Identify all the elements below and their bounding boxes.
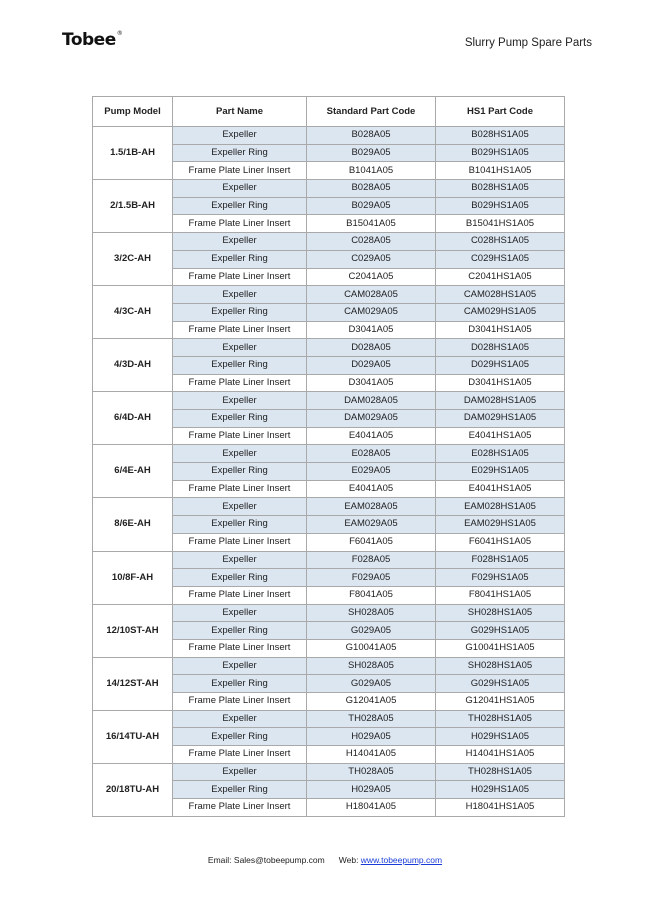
part-name-cell: Expeller Ring <box>173 622 307 640</box>
footer <box>0 855 650 865</box>
pump-model-cell: 6/4E-AH <box>93 445 173 498</box>
table-row <box>93 339 565 357</box>
part-name-cell: Frame Plate Liner Insert <box>173 799 307 817</box>
part-name-cell: Expeller <box>173 763 307 781</box>
hs1-code-cell: EAM029HS1A05 <box>436 516 565 534</box>
pump-model-cell: 12/10ST-AH <box>93 604 173 657</box>
standard-code-cell: E4041A05 <box>307 480 436 498</box>
table-row <box>93 604 565 622</box>
standard-code-cell: DAM028A05 <box>307 392 436 410</box>
part-name-cell: Frame Plate Liner Insert <box>173 693 307 711</box>
hs1-code-cell: G029HS1A05 <box>436 622 565 640</box>
table-row <box>93 710 565 728</box>
part-name-cell: Expeller Ring <box>173 410 307 428</box>
part-name-cell: Expeller <box>173 445 307 463</box>
table-row <box>93 763 565 781</box>
part-name-cell: Expeller <box>173 551 307 569</box>
standard-code-cell: E028A05 <box>307 445 436 463</box>
hs1-code-cell: G029HS1A05 <box>436 675 565 693</box>
hs1-code-cell: TH028HS1A05 <box>436 763 565 781</box>
part-name-cell: Expeller Ring <box>173 303 307 321</box>
hs1-code-cell: F6041HS1A05 <box>436 533 565 551</box>
part-name-cell: Expeller <box>173 286 307 304</box>
hs1-code-cell: H029HS1A05 <box>436 728 565 746</box>
table-header-row <box>93 97 565 127</box>
hs1-code-cell: D029HS1A05 <box>436 356 565 374</box>
standard-code-cell: H14041A05 <box>307 746 436 764</box>
standard-code-cell: C2041A05 <box>307 268 436 286</box>
hs1-code-cell: CAM029HS1A05 <box>436 303 565 321</box>
table-row <box>93 286 565 304</box>
pump-model-cell: 14/12ST-AH <box>93 657 173 710</box>
part-name-cell: Frame Plate Liner Insert <box>173 162 307 180</box>
part-name-cell: Expeller Ring <box>173 356 307 374</box>
standard-code-cell: B028A05 <box>307 180 436 198</box>
hs1-code-cell: B028HS1A05 <box>436 127 565 145</box>
standard-code-cell: F028A05 <box>307 551 436 569</box>
table-row <box>93 498 565 516</box>
pump-model-cell: 1.5/1B-AH <box>93 127 173 180</box>
hs1-code-cell: CAM028HS1A05 <box>436 286 565 304</box>
part-name-cell: Expeller <box>173 604 307 622</box>
table-row <box>93 657 565 675</box>
standard-code-cell: D3041A05 <box>307 321 436 339</box>
standard-code-cell: G029A05 <box>307 675 436 693</box>
standard-code-cell: C029A05 <box>307 250 436 268</box>
col-header-pump-model: Pump Model <box>93 97 173 127</box>
part-name-cell: Expeller Ring <box>173 516 307 534</box>
standard-code-cell: B029A05 <box>307 197 436 215</box>
pump-model-cell: 2/1.5B-AH <box>93 180 173 233</box>
table-row <box>93 445 565 463</box>
part-name-cell: Expeller <box>173 392 307 410</box>
part-name-cell: Frame Plate Liner Insert <box>173 639 307 657</box>
standard-code-cell: EAM029A05 <box>307 516 436 534</box>
standard-code-cell: CAM028A05 <box>307 286 436 304</box>
hs1-code-cell: SH028HS1A05 <box>436 604 565 622</box>
pump-model-cell: 3/2C-AH <box>93 233 173 286</box>
standard-code-cell: C028A05 <box>307 233 436 251</box>
hs1-code-cell: H18041HS1A05 <box>436 799 565 817</box>
part-name-cell: Expeller <box>173 339 307 357</box>
standard-code-cell: F6041A05 <box>307 533 436 551</box>
hs1-code-cell: D3041HS1A05 <box>436 321 565 339</box>
hs1-code-cell: B029HS1A05 <box>436 144 565 162</box>
hs1-code-cell: B15041HS1A05 <box>436 215 565 233</box>
brand-name: Tobee <box>62 30 116 50</box>
pump-model-cell: 6/4D-AH <box>93 392 173 445</box>
part-name-cell: Frame Plate Liner Insert <box>173 746 307 764</box>
part-name-cell: Frame Plate Liner Insert <box>173 586 307 604</box>
standard-code-cell: F029A05 <box>307 569 436 587</box>
standard-code-cell: H029A05 <box>307 781 436 799</box>
standard-code-cell: G10041A05 <box>307 639 436 657</box>
footer-email: Email: Sales@tobeepump.com <box>207 855 325 865</box>
standard-code-cell: H18041A05 <box>307 799 436 817</box>
hs1-code-cell: B028HS1A05 <box>436 180 565 198</box>
standard-code-cell: G12041A05 <box>307 693 436 711</box>
hs1-code-cell: E028HS1A05 <box>436 445 565 463</box>
hs1-code-cell: C029HS1A05 <box>436 250 565 268</box>
part-name-cell: Expeller Ring <box>173 781 307 799</box>
standard-code-cell: D3041A05 <box>307 374 436 392</box>
hs1-code-cell: D3041HS1A05 <box>436 374 565 392</box>
standard-code-cell: SH028A05 <box>307 604 436 622</box>
standard-code-cell: B029A05 <box>307 144 436 162</box>
part-name-cell: Expeller <box>173 498 307 516</box>
part-name-cell: Expeller <box>173 710 307 728</box>
col-header-standard-code: Standard Part Code <box>307 97 436 127</box>
standard-code-cell: H029A05 <box>307 728 436 746</box>
col-header-hs1-code: HS1 Part Code <box>436 97 565 127</box>
pump-model-cell: 16/14TU-AH <box>93 710 173 763</box>
standard-code-cell: B15041A05 <box>307 215 436 233</box>
part-name-cell: Expeller Ring <box>173 197 307 215</box>
pump-model-cell: 20/18TU-AH <box>93 763 173 816</box>
hs1-code-cell: EAM028HS1A05 <box>436 498 565 516</box>
standard-code-cell: B1041A05 <box>307 162 436 180</box>
hs1-code-cell: H029HS1A05 <box>436 781 565 799</box>
hs1-code-cell: DAM029HS1A05 <box>436 410 565 428</box>
standard-code-cell: B028A05 <box>307 127 436 145</box>
pump-model-cell: 4/3D-AH <box>93 339 173 392</box>
hs1-code-cell: B1041HS1A05 <box>436 162 565 180</box>
hs1-code-cell: B029HS1A05 <box>436 197 565 215</box>
standard-code-cell: E4041A05 <box>307 427 436 445</box>
footer-web-link[interactable]: www.tobeepump.com <box>360 855 443 865</box>
standard-code-cell: F8041A05 <box>307 586 436 604</box>
part-name-cell: Frame Plate Liner Insert <box>173 533 307 551</box>
standard-code-cell: E029A05 <box>307 463 436 481</box>
part-name-cell: Frame Plate Liner Insert <box>173 268 307 286</box>
part-name-cell: Expeller Ring <box>173 250 307 268</box>
hs1-code-cell: DAM028HS1A05 <box>436 392 565 410</box>
footer-web-label: Web: <box>338 855 361 865</box>
col-header-part-name: Part Name <box>173 97 307 127</box>
page-title: Slurry Pump Spare Parts <box>464 37 592 49</box>
spare-parts-table <box>92 96 565 817</box>
hs1-code-cell: C2041HS1A05 <box>436 268 565 286</box>
hs1-code-cell: F8041HS1A05 <box>436 586 565 604</box>
hs1-code-cell: TH028HS1A05 <box>436 710 565 728</box>
pump-model-cell: 10/8F-AH <box>93 551 173 604</box>
part-name-cell: Frame Plate Liner Insert <box>173 427 307 445</box>
hs1-code-cell: E4041HS1A05 <box>436 427 565 445</box>
hs1-code-cell: SH028HS1A05 <box>436 657 565 675</box>
part-name-cell: Expeller <box>173 657 307 675</box>
part-name-cell: Frame Plate Liner Insert <box>173 215 307 233</box>
hs1-code-cell: F029HS1A05 <box>436 569 565 587</box>
hs1-code-cell: C028HS1A05 <box>436 233 565 251</box>
hs1-code-cell: D028HS1A05 <box>436 339 565 357</box>
hs1-code-cell: H14041HS1A05 <box>436 746 565 764</box>
standard-code-cell: DAM029A05 <box>307 410 436 428</box>
standard-code-cell: TH028A05 <box>307 763 436 781</box>
standard-code-cell: SH028A05 <box>307 657 436 675</box>
hs1-code-cell: E4041HS1A05 <box>436 480 565 498</box>
standard-code-cell: TH028A05 <box>307 710 436 728</box>
standard-code-cell: CAM029A05 <box>307 303 436 321</box>
part-name-cell: Frame Plate Liner Insert <box>173 480 307 498</box>
table-row <box>93 392 565 410</box>
pump-model-cell: 8/6E-AH <box>93 498 173 551</box>
part-name-cell: Expeller <box>173 180 307 198</box>
standard-code-cell: EAM028A05 <box>307 498 436 516</box>
hs1-code-cell: E029HS1A05 <box>436 463 565 481</box>
table-body <box>93 127 565 817</box>
table-row <box>93 233 565 251</box>
part-name-cell: Expeller Ring <box>173 463 307 481</box>
table-row <box>93 127 565 145</box>
part-name-cell: Expeller Ring <box>173 144 307 162</box>
brand-logo <box>62 30 122 50</box>
part-name-cell: Expeller <box>173 127 307 145</box>
part-name-cell: Expeller <box>173 233 307 251</box>
brand-mark: ® <box>116 30 123 37</box>
standard-code-cell: G029A05 <box>307 622 436 640</box>
standard-code-cell: D028A05 <box>307 339 436 357</box>
part-name-cell: Frame Plate Liner Insert <box>173 374 307 392</box>
hs1-code-cell: F028HS1A05 <box>436 551 565 569</box>
standard-code-cell: D029A05 <box>307 356 436 374</box>
pump-model-cell: 4/3C-AH <box>93 286 173 339</box>
table-row <box>93 180 565 198</box>
hs1-code-cell: G10041HS1A05 <box>436 639 565 657</box>
part-name-cell: Frame Plate Liner Insert <box>173 321 307 339</box>
hs1-code-cell: G12041HS1A05 <box>436 693 565 711</box>
table-row <box>93 551 565 569</box>
part-name-cell: Expeller Ring <box>173 728 307 746</box>
part-name-cell: Expeller Ring <box>173 675 307 693</box>
part-name-cell: Expeller Ring <box>173 569 307 587</box>
